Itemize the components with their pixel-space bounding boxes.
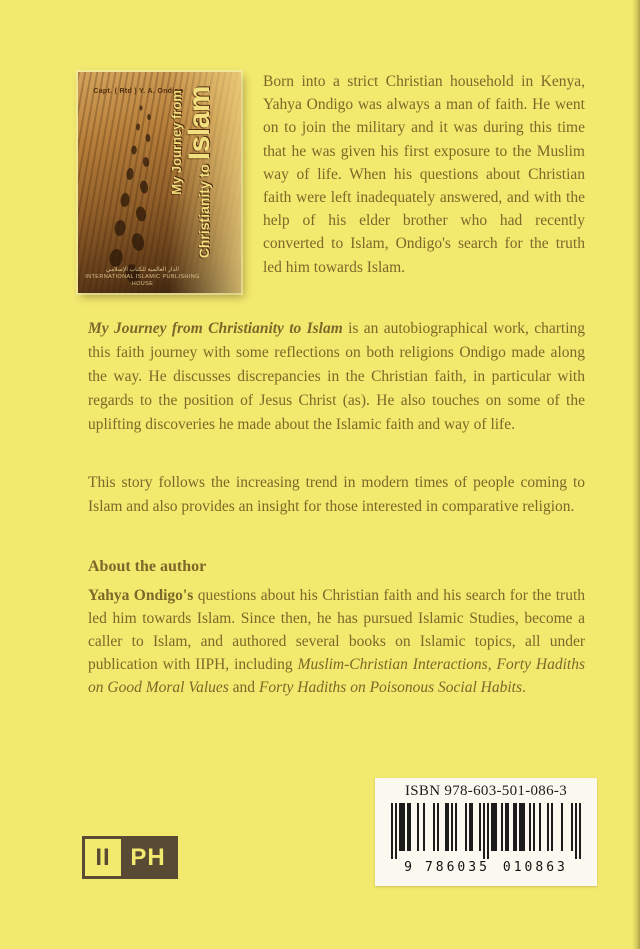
about-author-paragraph: Yahya Ondigo's questions about his Christian faith and his search for the truth led him towards Islam. Since then, he has pursued Islamic Studies, become a caller to Islam, and authored several books on Islamic topics, all under publication with IIPH, including Muslim-Christian Interactions, Forty Hadiths on Good Moral Values and Forty Hadiths on Poisonous Social Habits.	[88, 587, 586, 696]
barcode-digits-left: 786035	[424, 860, 490, 875]
iiph-logo-right-segment: PH	[121, 839, 175, 876]
barcode-digits	[404, 860, 568, 875]
cover-publisher-block	[82, 267, 203, 288]
about-author-heading: About the author	[88, 558, 207, 575]
cover-title-line1: My Journey from	[169, 90, 184, 195]
synopsis-paragraph: My Journey from Christianity to Islam is an autobiographical work, charting this faith journey with some reflections on both religions Ondigo made along the way. He discusses discrepancies in the Christian faith, in particular with regards to the position of Jesus Christ (as). He also touches on some of the uplifting discoveries he made about the Islamic faith and way of life.	[88, 320, 585, 433]
cover-publisher-name: INTERNATIONAL ISLAMIC PUBLISHING HOUSE	[85, 274, 200, 287]
intro-paragraph: Born into a strict Christian household in Kenya, Yahya Ondigo was always a man of faith. He went on to join the military and it was during this time that he was given his first exposure to the Muslim way of life. When his questions about Christian faith were left inadequately answered, and with the help of his elder brother who had recently converted to Islam, Ondigo's search for the truth led him towards Islam.	[263, 73, 585, 276]
cover-title	[170, 84, 234, 280]
barcode-digit-lead: 9	[404, 860, 412, 875]
isbn-label: ISBN 978-603-501-086-3	[404, 783, 567, 799]
trend-paragraph: This story follows the increasing trend in modern times of people coming to Islam and also provides an insight for those interested in comparative religion.	[88, 474, 585, 515]
cover-title-line2	[184, 84, 216, 280]
cover-publisher-arabic: الدار العالمية للكتاب الإسلامي	[105, 267, 180, 273]
isbn-barcode-block	[375, 778, 597, 886]
cover-title-islam-word: Islam	[182, 86, 216, 161]
barcode-bars	[391, 803, 581, 859]
page-edge-shadow	[632, 0, 640, 949]
iiph-logo-left-segment: II	[85, 839, 121, 876]
barcode-digits-right: 010863	[502, 860, 568, 875]
cover-title-line2-prefix: Christianity to	[195, 164, 212, 259]
cover-author-line: Capt. ( Rtd ) Y. A. Ondigo	[93, 88, 184, 95]
front-cover-thumbnail	[78, 72, 241, 293]
iiph-logo	[82, 836, 178, 879]
